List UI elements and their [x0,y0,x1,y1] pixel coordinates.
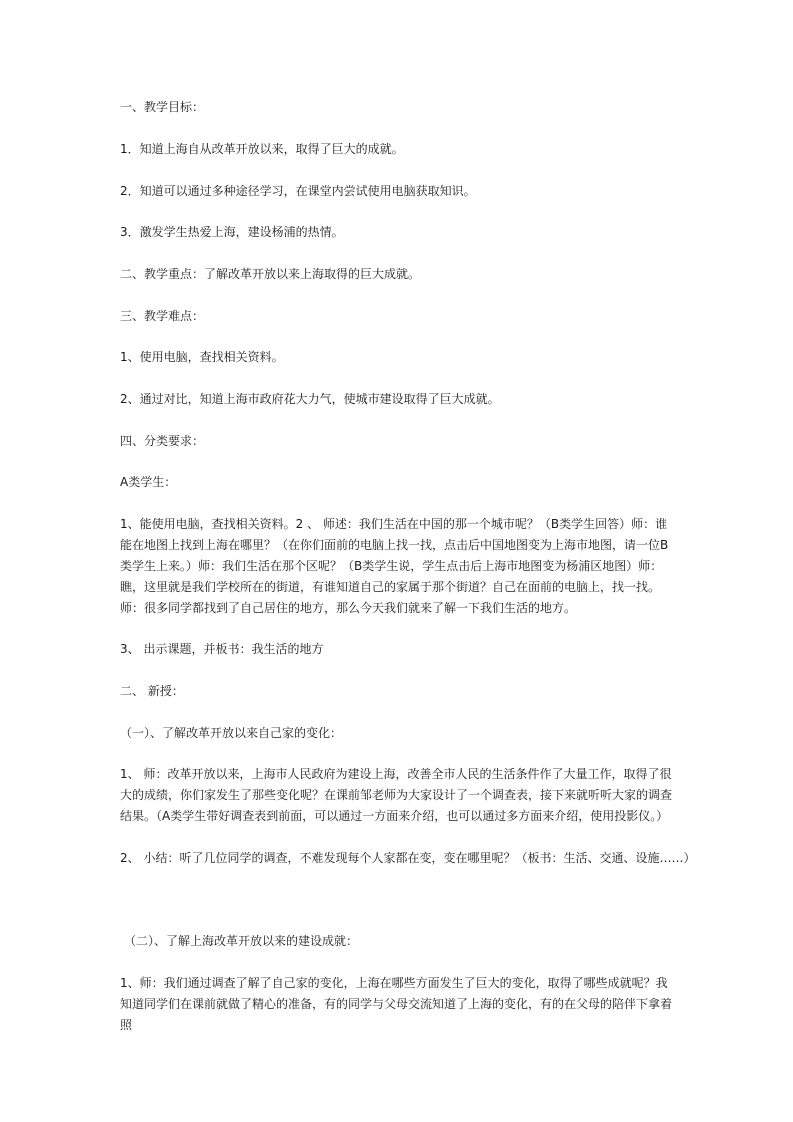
goal-item-2: 2．知道可以通过多种途径学习，在课堂内尝试使用电脑获取知识。 [120,184,476,198]
goal-item-1: 1．知道上海自从改革开放以来，取得了巨大的成就。 [120,142,404,156]
heading-teaching-goals: 一、教学目标： [120,100,205,114]
paragraph-lesson-intro: 1、能使用电脑，查找相关资料。2 、 师述：我们生活在中国的那一个城市呢？（B类学生回答）师：谁能在地图上找到上海在哪里？（在你们面前的电脑上找一找，点击后中国地图变为上海市地图，请一位B类学生上来。）师：我们生活在那个区呢？（B类学生说，学生点击后上海市地图变为杨浦区地图）师：瞧，这里就是我们学校所在的街道，有谁知道自己的家属于那个街道？自己在面前的电脑上，找一找。师：很多同学都找到了自己居住的地方，那么今天我们就来了解一下我们生活的地方。 [120,517,669,615]
heading-difficulties: 三、教学难点： [120,309,205,323]
subheading-shanghai-achievements: （二）、了解上海改革开放以来的建设成就： [124,934,359,948]
heading-new-teaching: 二、 新授： [120,684,184,698]
difficulty-item-1: 1、使用电脑，查找相关资料。 [120,350,284,364]
lesson-step-3: 3、 出示课题，并板书：我生活的地方 [120,642,324,656]
paragraph-teacher-intro: 1、 师：改革开放以来，上海市人民政府为建设上海，改善全市人民的生活条件作了大量工作，取得了很大的成绩，你们家发生了那些变化呢？在课前邹老师为大家设计了一个调查表，接下来就听听大家的调查结果。（A类学生带好调查表到前面，可以通过一方面来介绍，也可以通过多方面来介绍，使用投影仪。） [120,767,673,823]
heading-requirements: 四、分类要求： [120,434,205,448]
label-class-a: A类学生： [120,475,177,489]
goal-item-3: 3．激发学生热爱上海，建设杨浦的热情。 [120,225,344,239]
paragraph-shanghai-changes: 1、师：我们通过调查了解了自己家的变化，上海在哪些方面发生了巨大的变化，取得了哪些成就呢？我知道同学们在课前就做了精心的准备，有的同学与父母交流知道了上海的变化，有的在父母的陪伴下拿着照 [120,976,673,1032]
paragraph-summary: 2、 小结：听了几位同学的调查，不难发现每个人家都在变，变在哪里呢？（板书：生活、交通、设施……） [120,851,696,865]
heading-key-points: 二、教学重点：了解改革开放以来上海取得的巨大成就。 [120,267,421,281]
subheading-family-changes: （一）、了解改革开放以来自己家的变化： [120,726,343,740]
difficulty-item-2: 2、通过对比，知道上海市政府花大力气，使城市建设取得了巨大成就。 [120,392,500,406]
